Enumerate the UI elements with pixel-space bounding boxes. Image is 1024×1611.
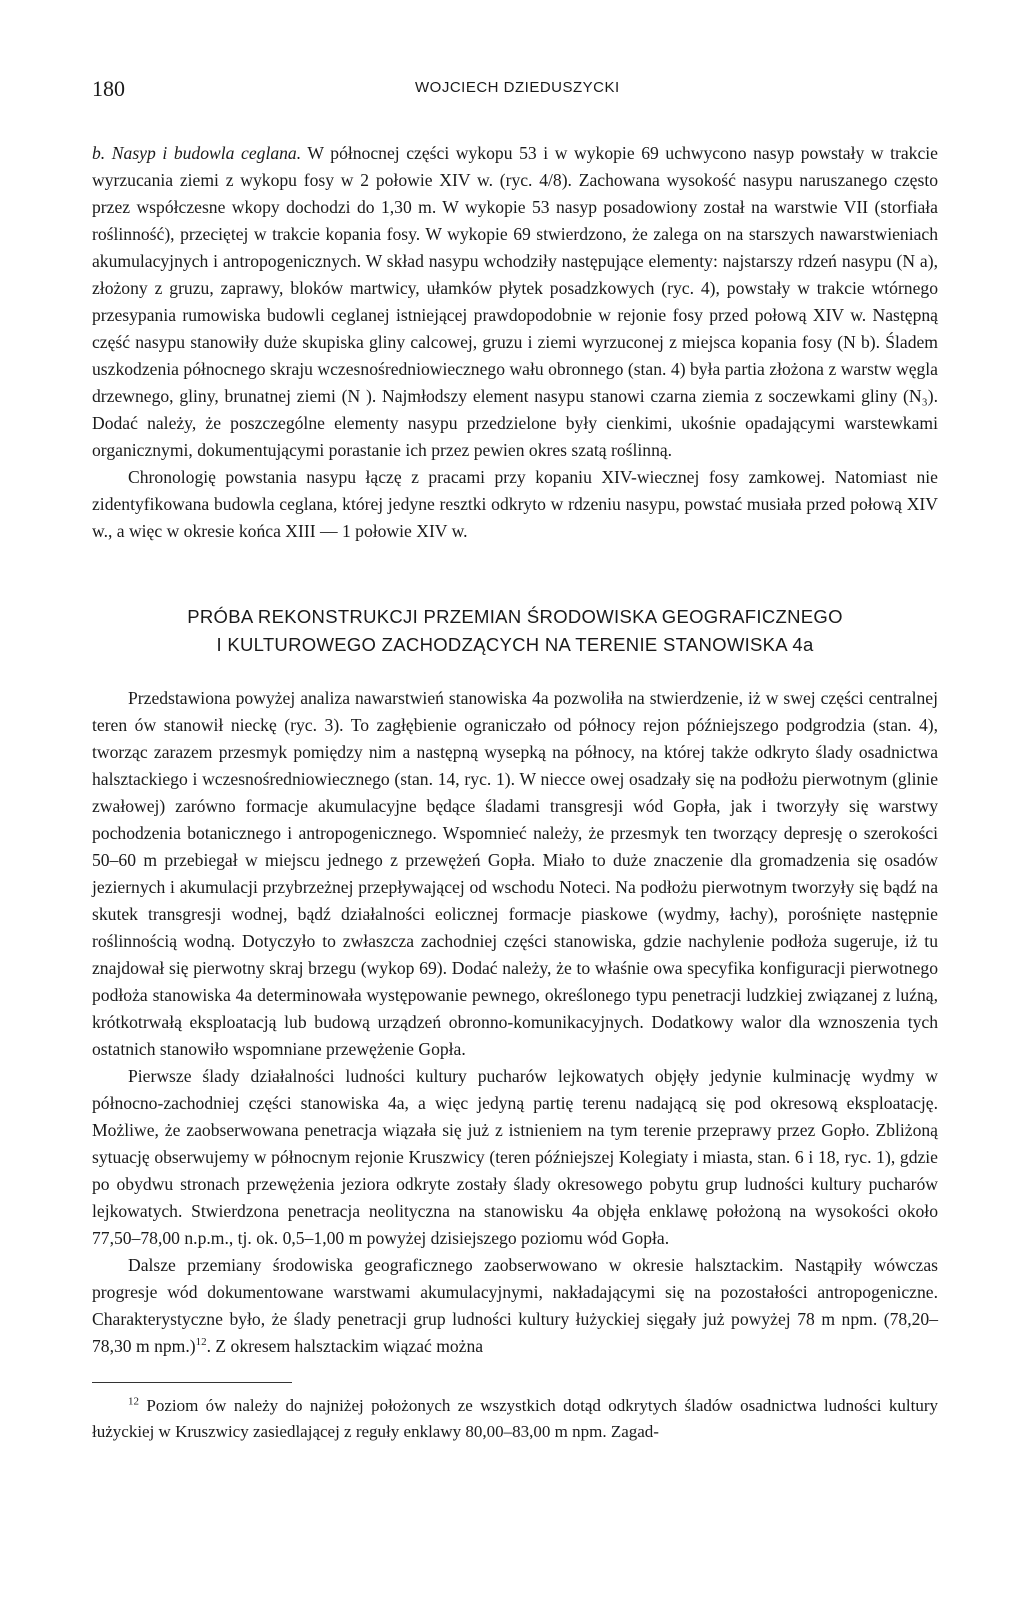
page-number: 180 [92, 76, 125, 101]
footnote [92, 1393, 938, 1445]
document-page [92, 76, 938, 1462]
paragraph-text: W północnej części wykopu 53 i w wykopie 69 uchwycono nasyp powstały w trakcie wyrzucania ziemi z wykopu fosy w 2 połowie XIV w. (ryc. 4/8). Zachowana wysokość nasypu naruszanego często przez współczesne wkopy dochodzi do 1,30 m. W wykopie 53 nasyp posadowiony został na warstwie VII (storfiała roślinność), przeciętej w trakcie kopania fosy. W wykopie 69 stwierdzono, że zalega on na starszych nawarstwieniach akumulacyjnych i antropogenicznych. W skład nasypu wchodziły następujące elementy: najstarszy rdzeń nasypu (N a), złożony z gruzu, zaprawy, bloków martwicy, ułamków płytek posadzkowych (ryc. 4), powstały w trakcie wtórnego przesypania rumowiska budowli ceglanej istniejącej prawdopodobnie w rejonie fosy przed połową XIV w. Następną część nasypu stanowiły duże skupiska gliny calcowej, gruzu i ziemi wyrzuconej z miejsca kopania fosy (N b). Śladem uszkodzenia północnego skraju wczesnośredniowiecznego wału obronnego (stan. 4) była partia złożona z warstw węgla drzewnego, gliny, brunatnej ziemi (N ). Najmłodszy element nasypu stanowi czarna ziemia z soczewkami gliny (N₃). Dodać należy, że poszczególne elementy nasypu przedzielone były cienkimi, ukośnie opadającymi warstewkami organicznymi, dokumentującymi porastanie ich przez pewien okres szatą roślinną. [92, 143, 938, 460]
section-title: b. Nasyp i budowla ceglana. [92, 143, 302, 163]
running-title: WOJCIECH DZIEDUSZYCKI [415, 79, 620, 96]
paragraph: Pierwsze ślady działalności ludności kultury pucharów lejkowatych objęły jedynie kulminację wydmy w północno-zachodniej części stanowiska 4a, a więc jedyną partię terenu nadającą się pod okresową eksploatację. Możliwe, że zaobserwowana penetracja wiązała się już z istnieniem na tym terenie przeprawy przez Gopło. Zbliżoną sytuację obserwujemy w północnym rejonie Kruszwicy (teren późniejszej Kolegiaty i miasta, stan. 6 i 18, ryc. 1), gdzie po obydwu stronach przewężenia jeziora odkryte zostały ślady okresowego pobytu grup ludności kultury pucharów lejkowatych. Stwierdzona penetracja neolityczna na stanowisku 4a objęła enklawę położoną na wysokości około 77,50–78,00 n.p.m., tj. ok. 0,5–1,00 m powyżej dzisiejszego poziomu wód Gopła. [92, 1066, 938, 1248]
section-body [92, 685, 938, 1360]
footnote-marker: 12 [128, 1395, 139, 1408]
page-header [92, 76, 938, 106]
paragraph [92, 1252, 938, 1360]
footnote-ref: 12 [195, 1336, 207, 1349]
paragraph-text: . Z okresem halsztackim wiązać można [206, 1336, 484, 1356]
section-heading [92, 603, 938, 659]
paragraph [92, 140, 938, 464]
footnote-text: Poziom ów należy do najniżej położonych ze wszystkich dotąd odkrytych śladów osadnictwa ludności kultury łużyckiej w Kruszwicy zasiedlającej z reguły enklawy 80,00–83,00 m npm. Zagad- [92, 1396, 938, 1441]
heading-line-2: I KULTUROWEGO ZACHODZĄCYCH NA TERENIE STANOWISKA 4a [216, 634, 814, 655]
paragraph: Przedstawiona powyżej analiza nawarstwień stanowiska 4a pozwoliła na stwierdzenie, iż w swej części centralnej teren ów stanowił nieckę (ryc. 3). To zagłębienie ograniczało od północy rejon późniejszego podgrodzia (stan. 4), tworząc zarazem przesmyk pomiędzy nim a następną wysepką na północy, na której także odkryto ślady osadnictwa halsztackiego i wczesnośredniowiecznego (stan. 14, ryc. 1). W niecce owej osadzały się na podłożu pierwotnym (glinie zwałowej) zarówno formacje akumulacyjne będące śladami transgresji wód Gopła, jak i tworzyły się warstwy pochodzenia botanicznego i antropogenicznego. Wspomnieć należy, że przesmyk ten tworzący depresję o szerokości 50–60 m przebiegał w miejscu jednego z przewężeń Gopła. Miało to duże znaczenie dla gromadzenia się osadów jeziernych i akumulacji przybrzeżnej przepływającej od wschodu Noteci. Na podłożu pierwotnym tworzyły się bądź na skutek transgresji wodnej, bądź działalności eolicznej formacje piaskowe (wydmy, łachy), porośnięte następnie roślinnością wodną. Dotyczyło to zwłaszcza zachodniej części stanowiska, gdzie nachylenie podłoża sugeruje, iż tu znajdował się pierwotny skraj brzegu (wykop 69). Dodać należy, że to właśnie owa specyfika konfiguracji pierwotnego podłoża stanowiska 4a determinowała występowanie pewnego, określonego typu penetracji ludzkiej związanej z luźną, krótkotrwałą eksploatacją lub budową urządzeń obronno-komunikacyjnych. Dodatkowy walor dla wznoszenia tych ostatnich stanowiło wspomniane przewężenie Gopła. [92, 688, 938, 1059]
paragraph: Chronologię powstania nasypu łączę z pracami przy kopaniu XIV-wiecznej fosy zamkowej. Natomiast nie zidentyfikowana budowla ceglana, której jedyne resztki odkryto w rdzeniu nasypu, powstać musiała przed połową XIV w., a więc w okresie końca XIII — 1 połowie XIV w. [92, 467, 938, 541]
footnote-divider [92, 1382, 292, 1383]
heading-line-1: PRÓBA REKONSTRUKCJI PRZEMIAN ŚRODOWISKA GEOGRAFICZNEGO [187, 606, 843, 627]
paragraph-text: Dalsze przemiany środowiska geograficznego zaobserwowano w okresie halsztackim. Nastąpiły wówczas progresje wód dokumentowane warstwami akumulacyjnymi, nakładającymi się na pozostałości antropogeniczne. Charakterystyczne było, że ślady penetracji grup ludności kultury łużyckiej sięgały już powyżej 78 m npm. (78,20–78,30 m npm.) [92, 1255, 938, 1356]
body-text [92, 140, 938, 1360]
